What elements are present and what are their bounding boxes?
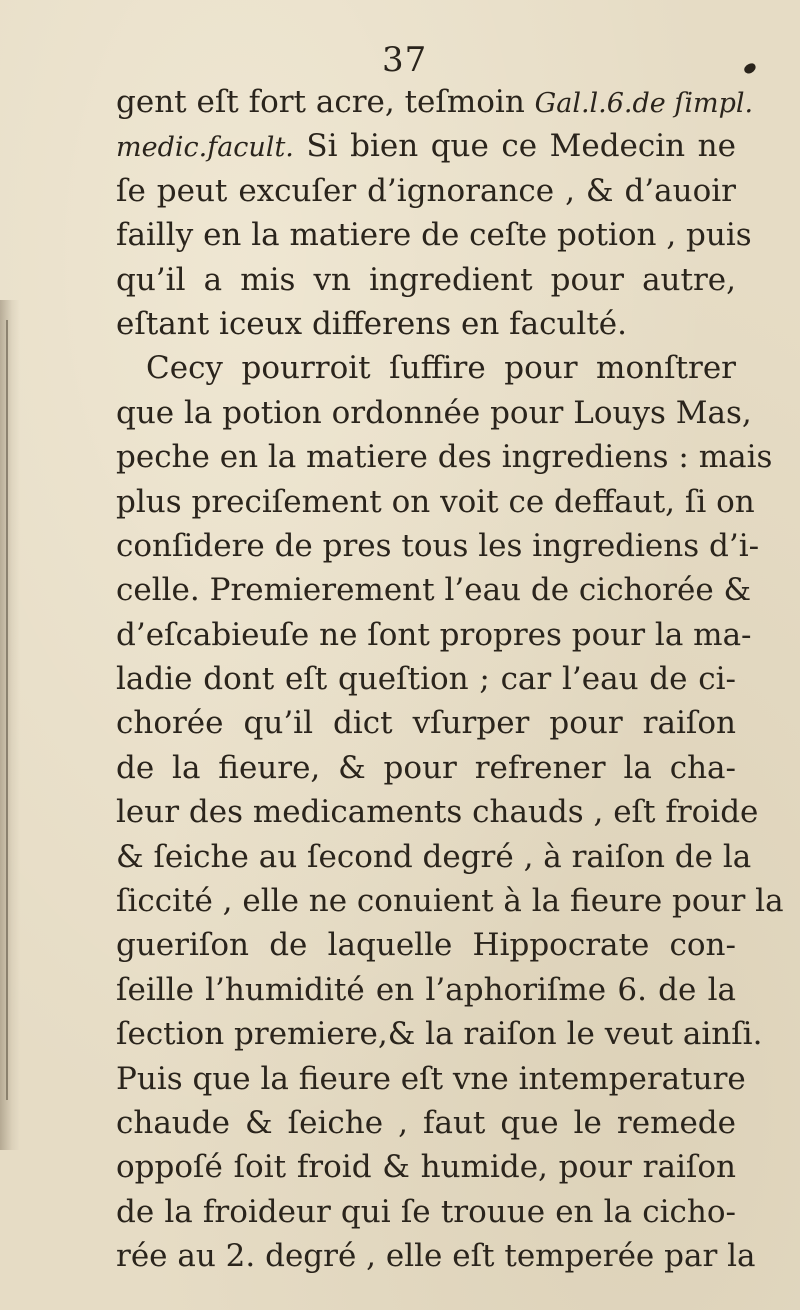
text-line: celle. Premierement l’eau de cichorée & [116,572,752,609]
text-line: conſidere de pres tous les ingrediens d’i- [116,527,760,564]
text-line: ladie dont eſt queſtion ; car l’eau de ci- [116,661,736,698]
binding-edge [6,320,8,1100]
page-number: 37 [382,40,428,80]
text-line: qu’il a mis vn ingredient pour autre, [116,261,736,298]
text-line: medic.facult. Si bien que ce Medecin ne [116,128,736,165]
text-line: d’eſcabieuſe ne ſont propres pour la ma- [116,616,752,653]
text-line: eſtant iceux differens en faculté. [116,305,628,342]
text-line: failly en la matiere de ceſte potion , puis [116,217,752,254]
ink-blot [743,62,758,75]
text-line: ſe peut excuſer d’ignorance , & d’auoir [116,172,736,209]
text-line: chaude & ſeiche , faut que le remede [116,1104,736,1141]
text-line: gent eſt fort acre, teſmoin Gal.l.6.de ſimpl. [116,84,754,120]
text-line: ſeille l’humidité en l’aphoriſme 6. de la [116,971,736,1008]
text-line: & ſeiche au ſecond degré , à raiſon de la [116,838,752,875]
text-line: peche en la matiere des ingrediens : mais [116,439,773,476]
text-line: de la fieure, & pour refrener la cha- [116,749,736,786]
text-line: rée au 2. degré , elle eſt temperée par la [116,1238,756,1275]
text-line: ſiccité , elle ne conuient à la fieure pour la [116,883,784,920]
text-line: chorée qu’il dict vſurper pour raiſon [116,705,736,742]
text-line: Puis que la fieure eſt vne intemperature [116,1060,746,1097]
text-line: plus preciſement on voit ce deffaut, ſi on [116,483,755,520]
text-line: oppoſé ſoit froid & humide, pour raiſon [116,1149,736,1186]
binding-shadow [0,300,20,1150]
text-line: que la potion ordonnée pour Louys Mas, [116,394,752,431]
body-text [116,80,784,1279]
text-line: gueriſon de laquelle Hippocrate con- [116,927,736,964]
paragraph-start: Cecy pourroit ſuffire pour monſtrer [146,350,736,387]
text-line: de la froideur qui ſe trouue en la cicho- [116,1193,736,1230]
text-line: leur des medicaments chauds , eſt froide [116,794,759,831]
text-line: ſection premiere,& la raiſon le veut ainſi. [116,1016,763,1053]
